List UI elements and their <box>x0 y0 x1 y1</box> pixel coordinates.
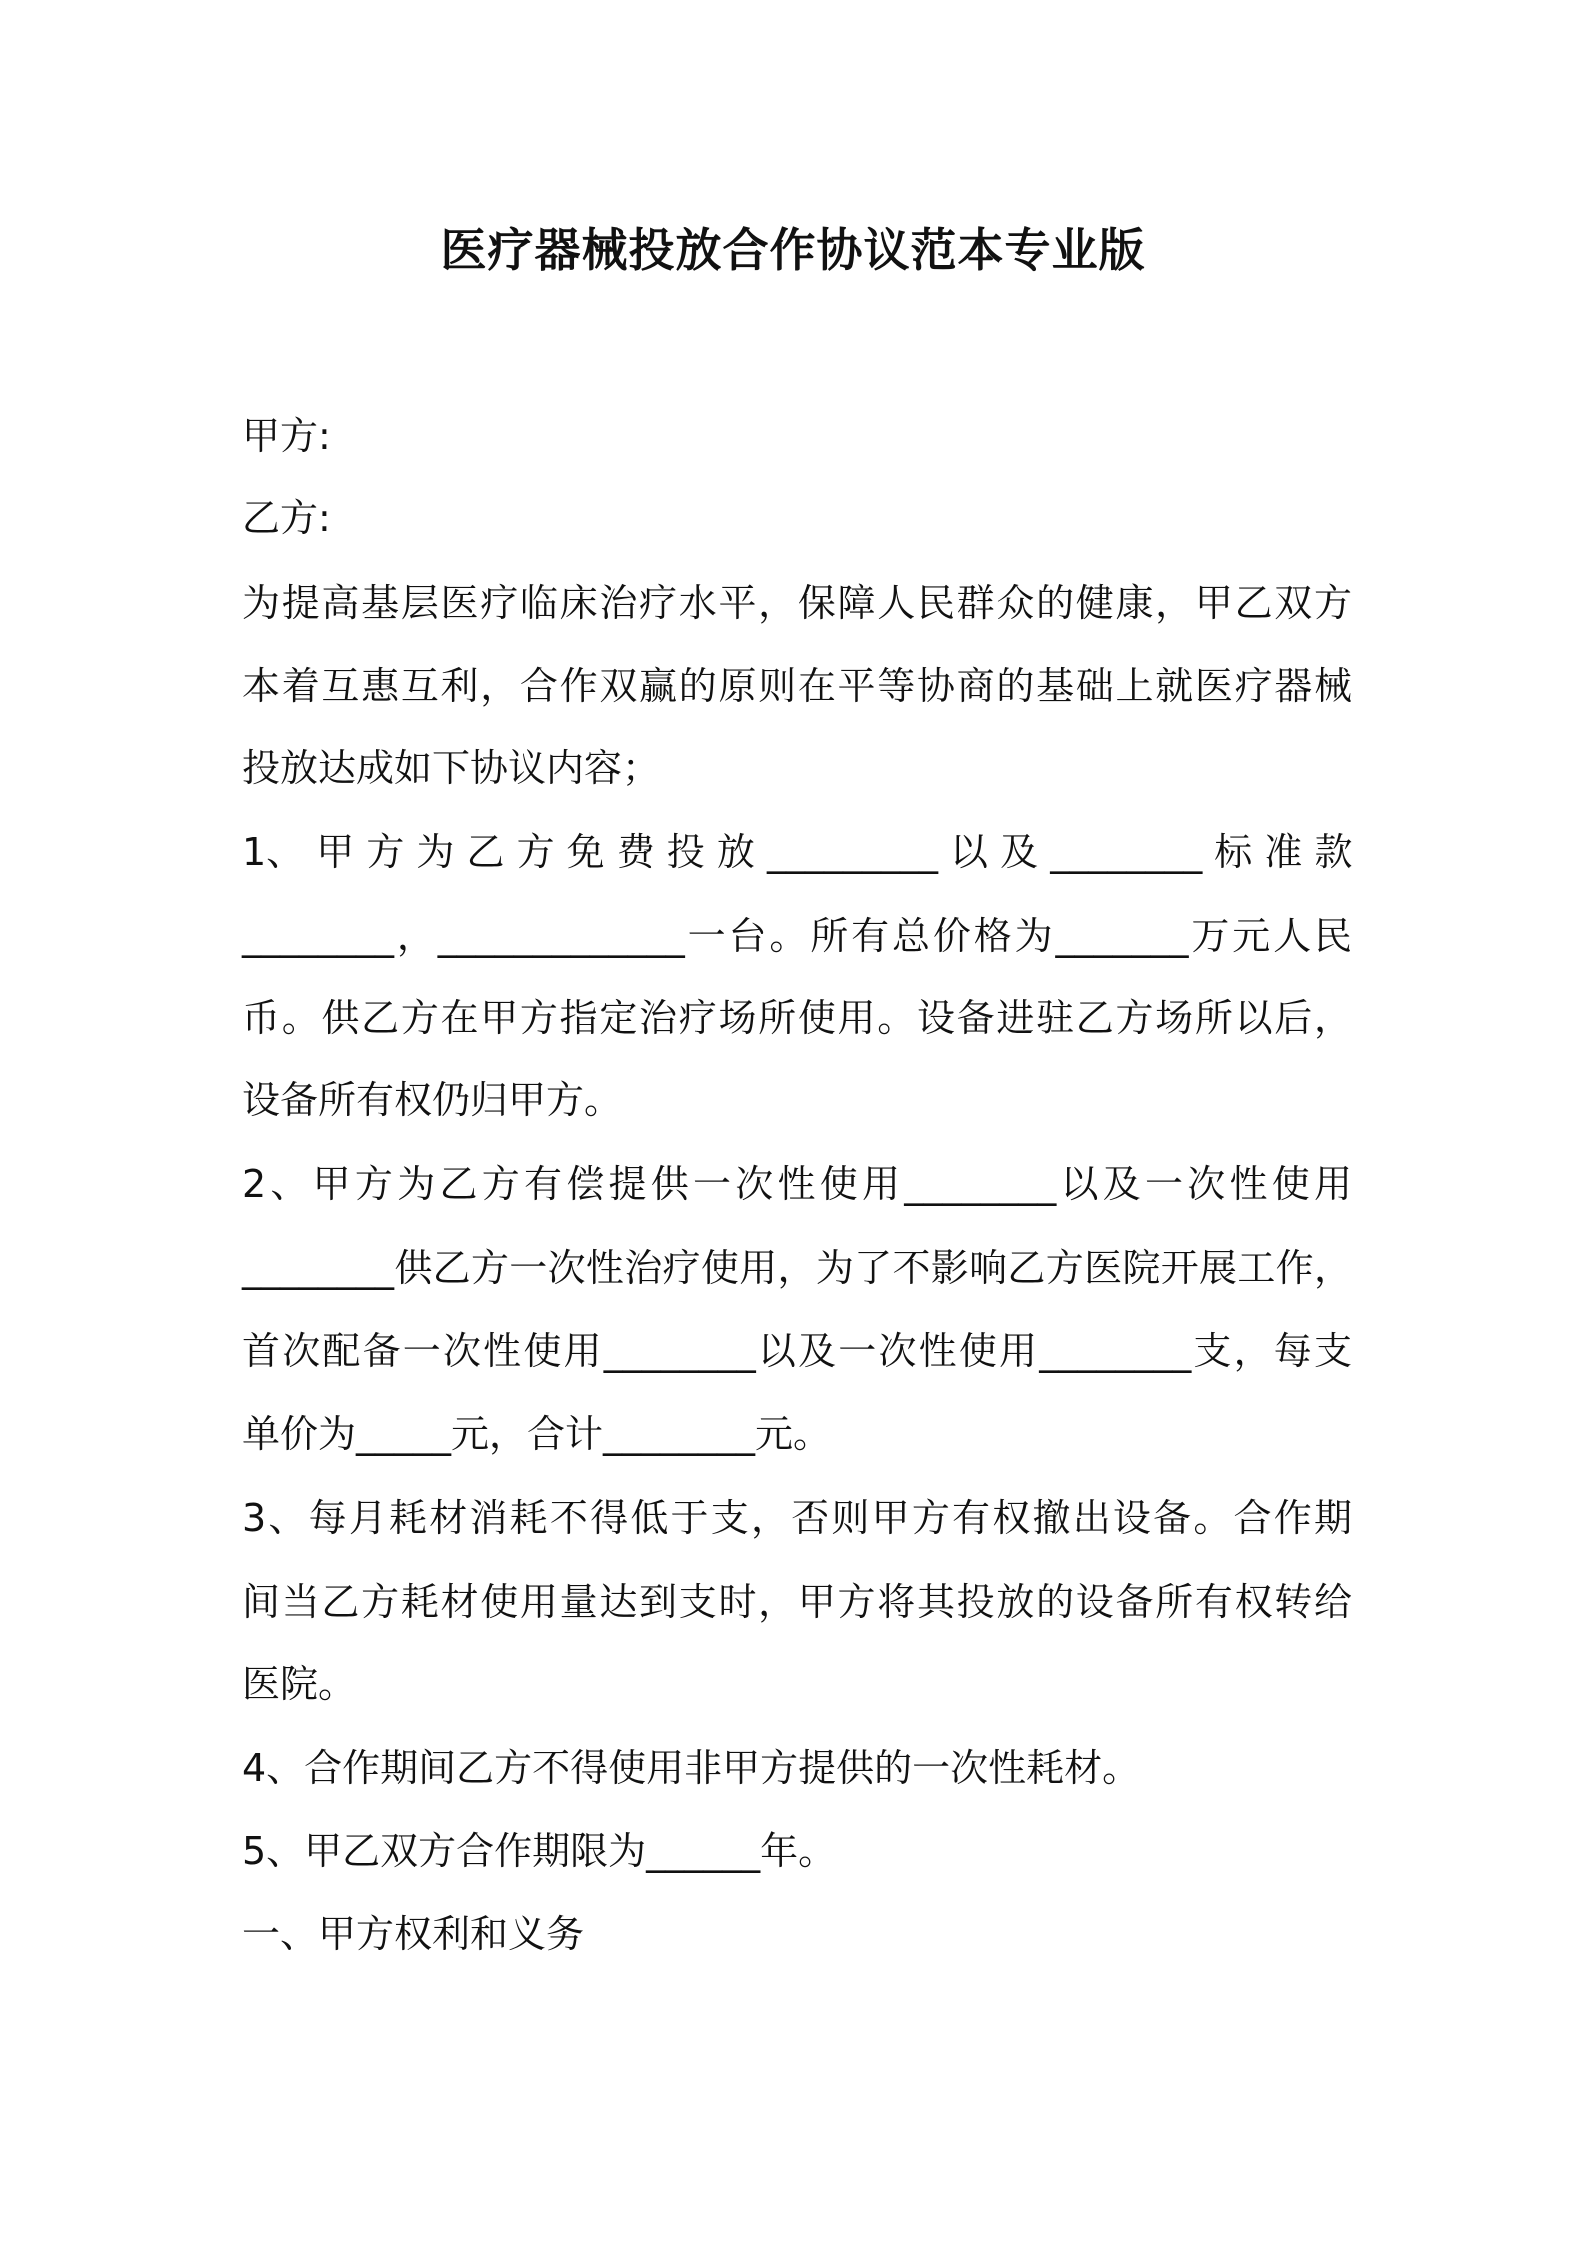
section-heading-party-a-rights: 一、甲方权利和义务 <box>242 1912 585 1956</box>
intro-line-1: 为提高基层医疗临床治疗水平，保障人民群众的健康，甲乙双方 <box>242 581 1352 625</box>
clause-5-line-1: 5、甲乙双方合作期限为______年。 <box>242 1829 837 1873</box>
clause-2-line-4: 单价为_____元，合计________元。 <box>242 1412 832 1456</box>
clause-3-line-1: 3、每月耗材消耗不得低于支，否则甲方有权撤出设备。合作期 <box>242 1496 1352 1540</box>
clause-2-line-3: 首次配备一次性使用________以及一次性使用________支，每支 <box>242 1329 1352 1373</box>
clause-1-line-1: 1、 甲 方 为 乙 方 免 费 投 放 _________ 以 及 ________ 标 准 款 <box>242 830 1353 874</box>
clause-3-line-2: 间当乙方耗材使用量达到支时，甲方将其投放的设备所有权转给 <box>242 1580 1352 1624</box>
intro-line-2: 本着互惠互利，合作双赢的原则在平等协商的基础上就医疗器械 <box>242 664 1352 708</box>
document-title: 医疗器械投放合作协议范本专业版 <box>440 223 1146 277</box>
clause-3-line-3: 医院。 <box>242 1662 357 1706</box>
clause-2-line-2: ________供乙方一次性治疗使用，为了不影响乙方医院开展工作， <box>242 1246 1352 1290</box>
clause-1-line-3: 币。供乙方在甲方指定治疗场所使用。设备进驻乙方场所以后， <box>242 996 1352 1040</box>
party-b-label: 乙方: <box>242 496 331 540</box>
clause-1-line-4: 设备所有权仍归甲方。 <box>242 1078 623 1122</box>
intro-line-3: 投放达成如下协议内容； <box>242 746 661 790</box>
clause-4-line-1: 4、合作期间乙方不得使用非甲方提供的一次性耗材。 <box>242 1746 1141 1790</box>
party-a-label: 甲方: <box>242 414 331 458</box>
clause-2-line-1: 2、甲方为乙方有偿提供一次性使用________以及一次性使用 <box>242 1162 1352 1206</box>
clause-1-line-2: ________，_____________一台。所有总价格为_______万元人民 <box>242 914 1352 958</box>
